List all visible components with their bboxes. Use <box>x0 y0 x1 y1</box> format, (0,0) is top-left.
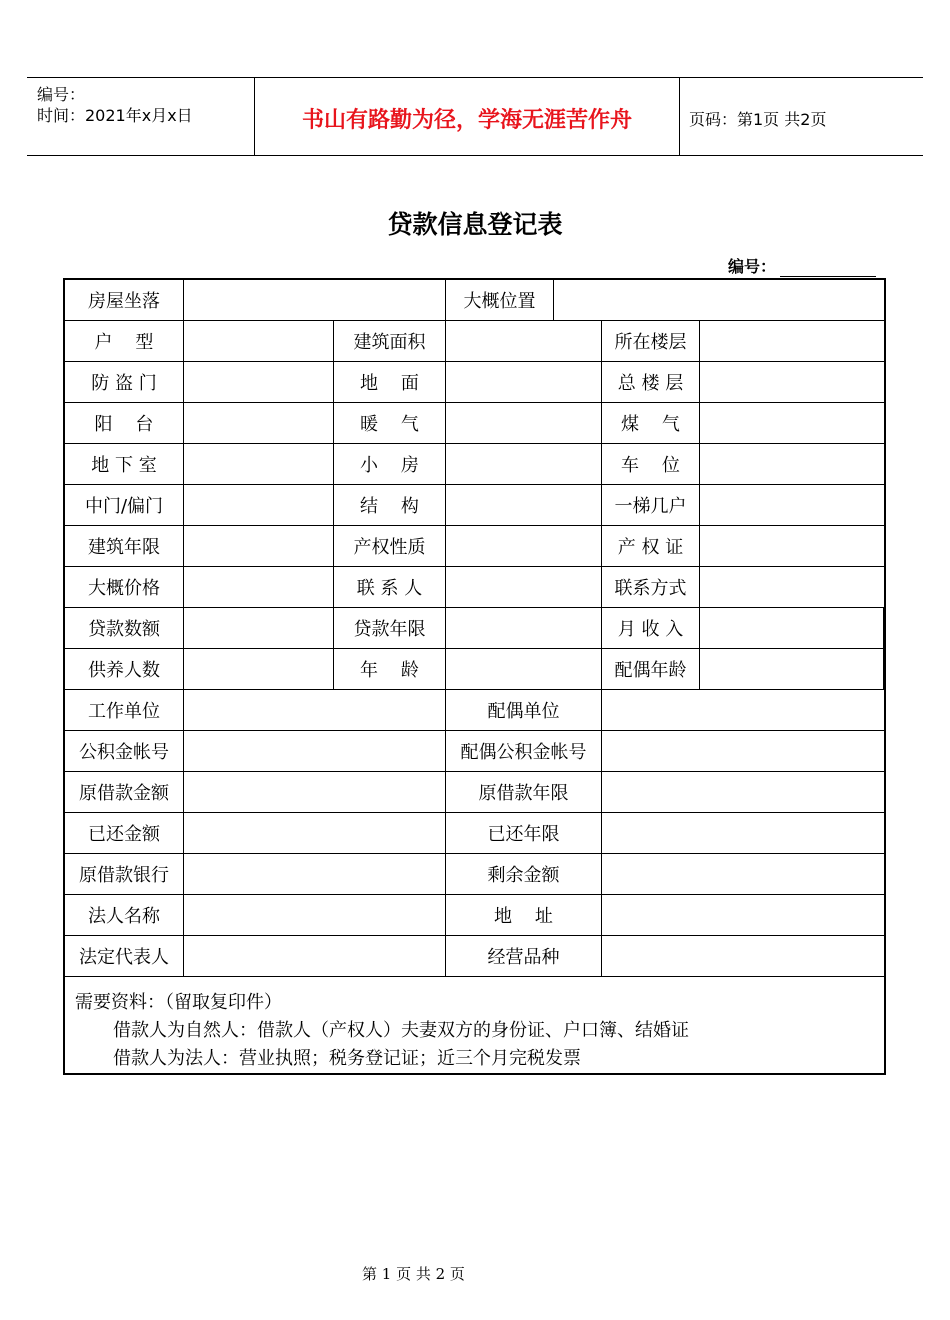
label-property-certificate: 产 权 证 <box>602 526 700 567</box>
label-work-unit: 工作单位 <box>65 690 184 731</box>
label-legal-representative: 法定代表人 <box>65 936 184 977</box>
label-approx-position: 大概位置 <box>446 280 554 321</box>
label-approx-price: 大概价格 <box>65 567 184 608</box>
label-original-loan-amount: 原借款金额 <box>65 772 184 813</box>
label-spouse-age: 配偶年龄 <box>602 649 700 690</box>
label-legal-entity-name: 法人名称 <box>65 895 184 936</box>
field-contact-person[interactable] <box>446 567 602 608</box>
label-original-loan-bank: 原借款银行 <box>65 854 184 895</box>
header-page-info: 页码：第1页 共2页 <box>689 110 827 129</box>
label-house-location: 房屋坐落 <box>65 280 184 321</box>
header-motto: 书山有路勤为径，学海无涯苦作舟 <box>301 107 632 133</box>
field-anti-theft-door[interactable] <box>184 362 334 403</box>
label-structure: 结 构 <box>334 485 446 526</box>
label-build-year: 建筑年限 <box>65 526 184 567</box>
label-monthly-income: 月 收 入 <box>602 608 700 649</box>
field-spouse-housing-fund-account[interactable] <box>602 731 884 772</box>
field-total-floors[interactable] <box>700 362 886 403</box>
field-build-year[interactable] <box>184 526 334 567</box>
label-balcony: 阳 台 <box>65 403 184 444</box>
field-spouse-age[interactable] <box>700 649 884 690</box>
label-original-loan-term: 原借款年限 <box>446 772 602 813</box>
header-center-cell <box>254 78 680 155</box>
header-number-label: 编号： <box>37 85 86 104</box>
label-gas: 煤 气 <box>602 403 700 444</box>
label-floor-material: 地 面 <box>334 362 446 403</box>
field-housing-fund-account[interactable] <box>184 731 446 772</box>
field-age[interactable] <box>446 649 602 690</box>
header-time-label: 时间：2021年x月x日 <box>37 106 193 125</box>
field-unit-type[interactable] <box>184 321 334 362</box>
field-repaid-years[interactable] <box>602 813 884 854</box>
field-remaining-amount[interactable] <box>602 854 884 895</box>
loan-info-table <box>63 278 886 1075</box>
label-total-floors: 总 楼 层 <box>602 362 700 403</box>
label-dependents: 供养人数 <box>65 649 184 690</box>
label-business-scope: 经营品种 <box>446 936 602 977</box>
field-work-unit[interactable] <box>184 690 446 731</box>
label-loan-amount: 贷款数额 <box>65 608 184 649</box>
field-gas[interactable] <box>700 403 886 444</box>
field-floor-material[interactable] <box>446 362 602 403</box>
label-property-nature: 产权性质 <box>334 526 446 567</box>
field-middle-side-door[interactable] <box>184 485 334 526</box>
page-footer: 第 1 页 共 2 页 <box>362 1265 465 1283</box>
label-spouse-work-unit: 配偶单位 <box>446 690 602 731</box>
label-anti-theft-door: 防 盗 门 <box>65 362 184 403</box>
field-original-loan-term[interactable] <box>602 772 884 813</box>
label-contact-person: 联 系 人 <box>334 567 446 608</box>
field-floor-level[interactable] <box>700 321 886 362</box>
notes-natural-person: 借款人为自然人：借款人（产权人）夫妻双方的身份证、户口簿、结婚证 <box>113 1020 689 1041</box>
field-approx-position[interactable] <box>554 280 884 321</box>
label-spouse-housing-fund-account: 配偶公积金帐号 <box>446 731 602 772</box>
header-right-cell <box>679 78 923 155</box>
notes-heading: 需要资料：（留取复印件） <box>75 992 282 1013</box>
required-documents <box>65 978 884 1073</box>
field-balcony[interactable] <box>184 403 334 444</box>
field-loan-amount[interactable] <box>184 608 334 649</box>
field-original-loan-bank[interactable] <box>184 854 446 895</box>
page-header <box>27 77 923 156</box>
field-repaid-amount[interactable] <box>184 813 446 854</box>
header-left-cell <box>27 78 254 155</box>
label-floor-level: 所在楼层 <box>602 321 700 362</box>
field-approx-price[interactable] <box>184 567 334 608</box>
doc-number <box>728 254 876 277</box>
label-loan-term: 贷款年限 <box>334 608 446 649</box>
field-address[interactable] <box>602 895 884 936</box>
label-housing-fund-account: 公积金帐号 <box>65 731 184 772</box>
field-house-location[interactable] <box>184 280 446 321</box>
label-contact-method: 联系方式 <box>602 567 700 608</box>
label-age: 年 龄 <box>334 649 446 690</box>
field-legal-entity-name[interactable] <box>184 895 446 936</box>
doc-number-field[interactable] <box>780 262 876 277</box>
field-contact-method[interactable] <box>700 567 886 608</box>
field-units-per-stair[interactable] <box>700 485 886 526</box>
label-address: 地 址 <box>446 895 602 936</box>
label-remaining-amount: 剩余金额 <box>446 854 602 895</box>
label-small-room: 小 房 <box>334 444 446 485</box>
field-original-loan-amount[interactable] <box>184 772 446 813</box>
field-business-scope[interactable] <box>602 936 884 977</box>
form-title: 贷款信息登记表 <box>387 210 563 239</box>
field-structure[interactable] <box>446 485 602 526</box>
label-parking: 车 位 <box>602 444 700 485</box>
field-small-room[interactable] <box>446 444 602 485</box>
field-basement[interactable] <box>184 444 334 485</box>
label-repaid-amount: 已还金额 <box>65 813 184 854</box>
field-heating[interactable] <box>446 403 602 444</box>
doc-number-label: 编号： <box>728 257 777 276</box>
label-middle-side-door: 中门/偏门 <box>65 485 184 526</box>
label-unit-type: 户 型 <box>65 321 184 362</box>
notes-legal-person: 借款人为法人：营业执照；税务登记证；近三个月完税发票 <box>113 1048 581 1069</box>
field-monthly-income[interactable] <box>700 608 884 649</box>
field-dependents[interactable] <box>184 649 334 690</box>
label-heating: 暖 气 <box>334 403 446 444</box>
field-property-certificate[interactable] <box>700 526 886 567</box>
field-property-nature[interactable] <box>446 526 602 567</box>
field-legal-representative[interactable] <box>184 936 446 977</box>
label-repaid-years: 已还年限 <box>446 813 602 854</box>
label-basement: 地 下 室 <box>65 444 184 485</box>
field-parking[interactable] <box>700 444 886 485</box>
field-building-area[interactable] <box>446 321 602 362</box>
field-spouse-work-unit[interactable] <box>602 690 884 731</box>
label-units-per-stair: 一梯几户 <box>602 485 700 526</box>
label-building-area: 建筑面积 <box>334 321 446 362</box>
field-loan-term[interactable] <box>446 608 602 649</box>
